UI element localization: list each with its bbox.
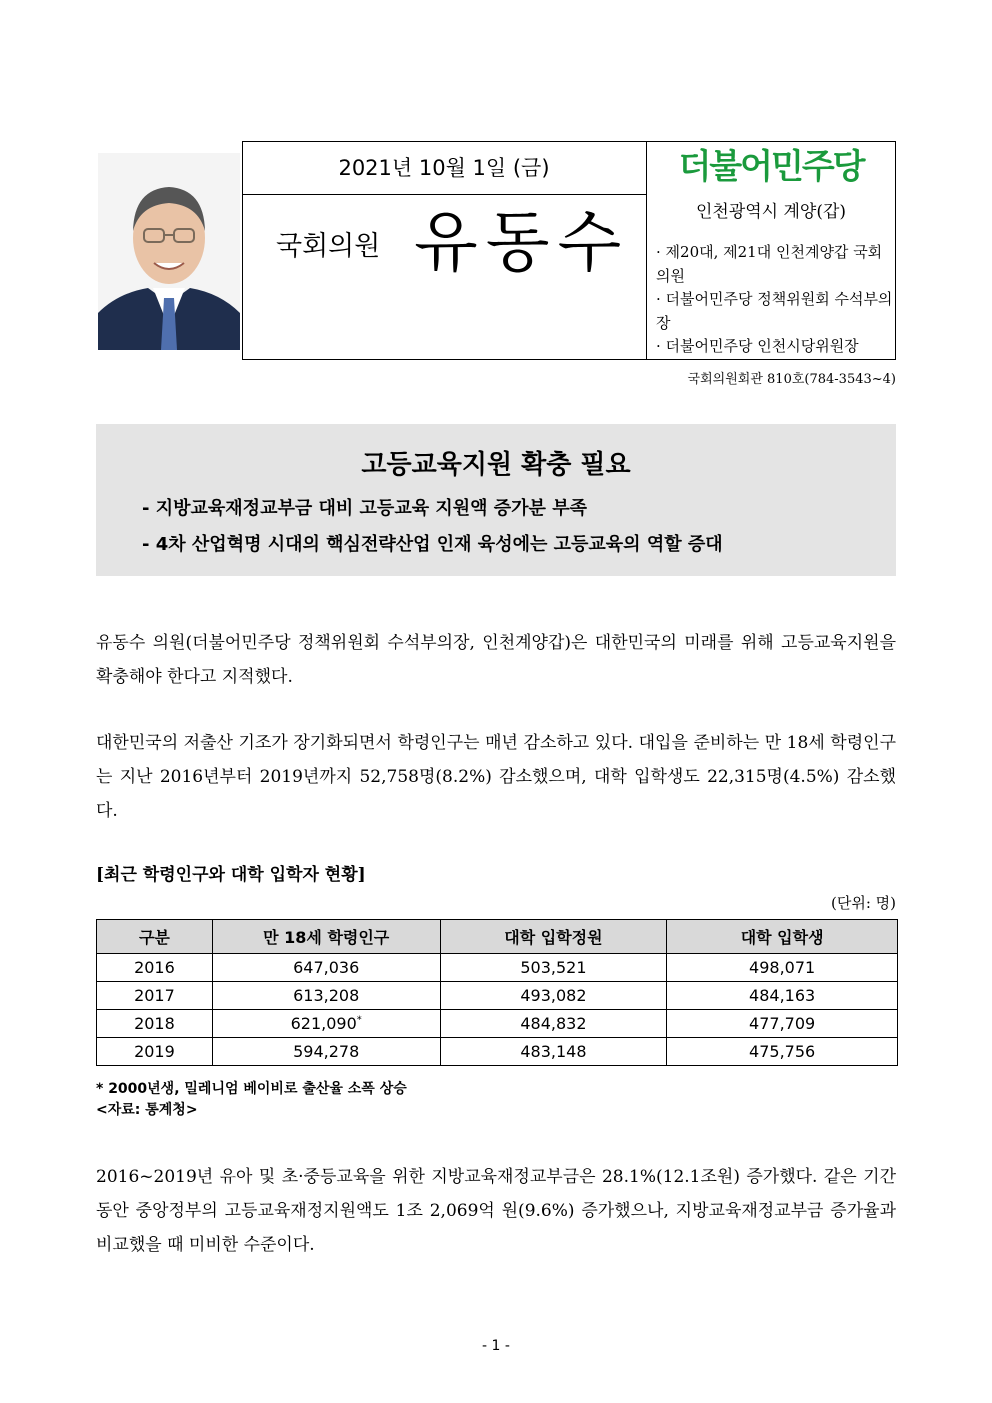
table-cell: 475,756	[667, 1038, 898, 1066]
career-item: · 더불어민주당 인천시당위원장	[656, 337, 859, 355]
table-caption: [최근 학령인구와 대학 입학자 현황]	[96, 865, 366, 885]
party-logo: 더불어민주당	[678, 147, 864, 187]
headline: 고등교육지원 확충 필요	[361, 450, 631, 480]
paragraph: 2016~2019년 유아 및 초·중등교육을 위한 지방교육재정교부금은 28.1%(12.1조원) 증가했다. 같은 기간 동안 중앙정부의 고등교육재정지원액도 1조 2,069억 원(9.6%) 증가했으나, 지방교육재정교부금 증가율과 비교했을 때 미비한 수준이다.	[96, 1167, 896, 1255]
table-cell: 493,082	[440, 982, 667, 1010]
table-cell	[212, 1010, 440, 1038]
cell-value: 621,090	[290, 1014, 357, 1033]
district-label: 인천광역시 계양(갑)	[695, 202, 847, 222]
table-cell: 498,071	[667, 954, 898, 982]
table-cell: 2016	[97, 954, 213, 982]
page-number: - 1 -	[482, 1338, 510, 1354]
career-item: · 더불어민주당 정책위원회 수석부의장	[656, 290, 893, 332]
paragraph: 대한민국의 저출산 기조가 장기화되면서 학령인구는 매년 감소하고 있다. 대입을 준비하는 만 18세 학령인구는 지난 2016년부터 2019년까지 52,758명(8.2%) 감소했으며, 대학 입학생도 22,315명(4.5%) 감소했다.	[96, 733, 896, 821]
table-cell: 2018	[97, 1010, 213, 1038]
table-cell: 484,832	[440, 1010, 667, 1038]
stats-table	[96, 919, 898, 1066]
subheadline: - 4차 산업혁명 시대의 핵심전략산업 인재 육성에는 고등교육의 역할 증대	[142, 534, 723, 555]
table-cell: 503,521	[440, 954, 667, 982]
table-cell: 2017	[97, 982, 213, 1010]
subheadline: - 지방교육재정교부금 대비 고등교육 지원액 증가분 부족	[142, 498, 587, 519]
table-cell: 483,148	[440, 1038, 667, 1066]
table-cell: 594,278	[212, 1038, 440, 1066]
table-header-row	[97, 920, 898, 954]
career-item: · 제20대, 제21대 인천계양갑 국회의원	[656, 243, 883, 285]
office-contact: 국회의원회관 810호(784-3543~4)	[687, 372, 896, 387]
table-row	[97, 954, 898, 982]
table-cell: 484,163	[667, 982, 898, 1010]
table-row	[97, 1038, 898, 1066]
column-header: 대학 입학정원	[440, 920, 667, 954]
table-cell: 613,208	[212, 982, 440, 1010]
column-header: 구분	[97, 920, 213, 954]
table-cell: 477,709	[667, 1010, 898, 1038]
column-header: 대학 입학생	[667, 920, 898, 954]
table-cell: 2019	[97, 1038, 213, 1066]
header-box	[242, 141, 896, 360]
footnote-mark: *	[356, 1014, 362, 1026]
table-footnote: * 2000년생, 밀레니엄 베이비로 출산율 소폭 상승	[96, 1081, 407, 1097]
column-header: 만 18세 학령인구	[212, 920, 440, 954]
summary-box	[96, 424, 896, 576]
title-prefix: 국회의원	[276, 231, 381, 262]
table-row	[97, 982, 898, 1010]
table-source: <자료: 통계청>	[96, 1102, 198, 1118]
table-row	[97, 1010, 898, 1038]
paragraph: 유동수 의원(더불어민주당 정책위원회 수석부의장, 인천계양갑)은 대한민국의 미래를 위해 고등교육지원을 확충해야 한다고 지적했다.	[96, 633, 896, 687]
member-name: 유동수	[414, 204, 630, 281]
table-unit: (단위: 명)	[831, 894, 896, 912]
release-date: 2021년 10월 1일 (금)	[338, 156, 550, 180]
portrait-photo	[98, 153, 240, 350]
career-list	[656, 241, 894, 359]
table-cell: 647,036	[212, 954, 440, 982]
